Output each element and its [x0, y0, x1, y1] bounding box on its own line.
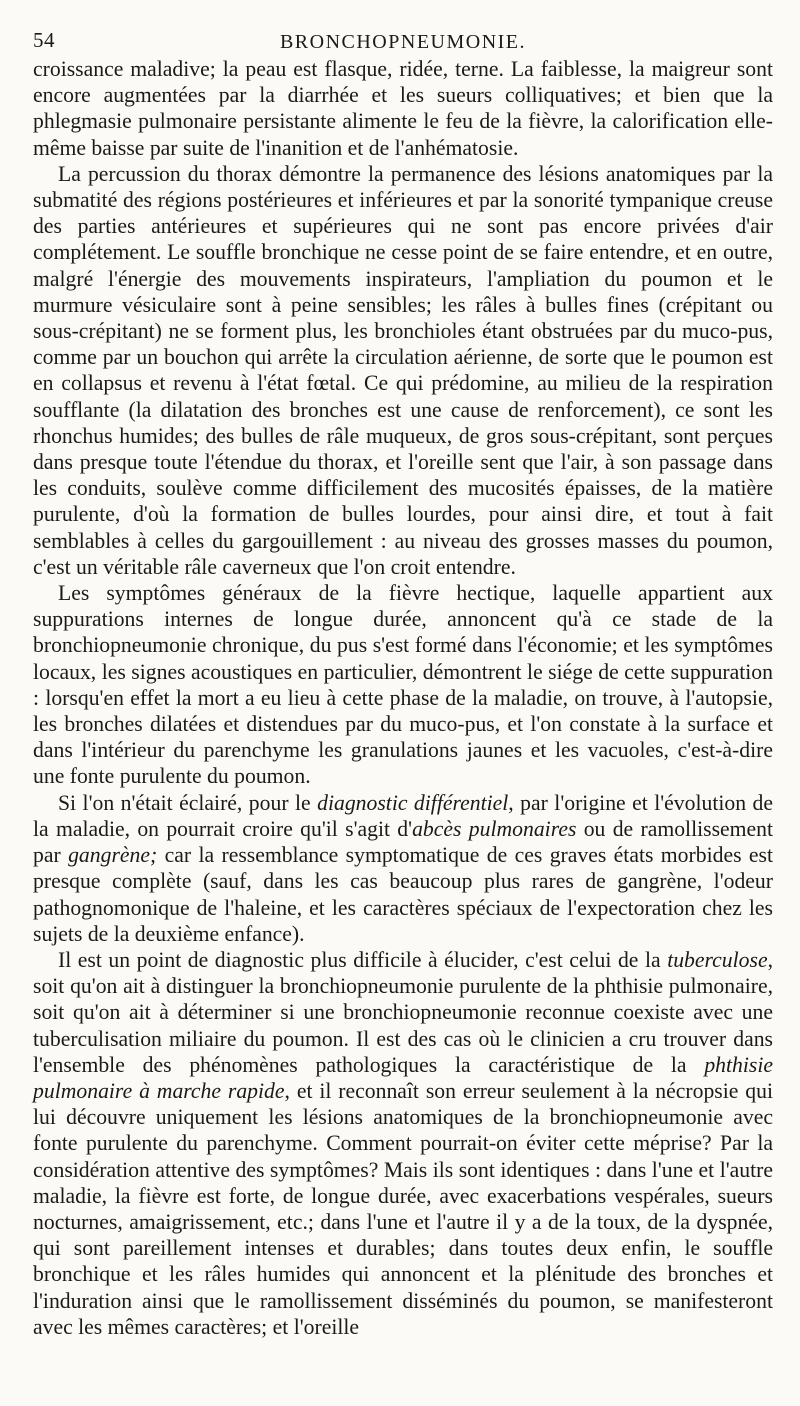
paragraph [33, 947, 773, 1340]
paragraph [33, 161, 773, 580]
text-run: , par l'origine et l'évolution de la maladie, on pourrait croire qu'il s'agit d' [33, 790, 773, 841]
paragraph [33, 580, 773, 790]
text-run: Si l'on n'était éclairé, pour le [58, 790, 318, 815]
italic-term: abcès pulmonaires [412, 816, 577, 841]
italic-term: tuberculose [667, 947, 768, 972]
paragraph [33, 790, 773, 947]
text-run: La percussion du thorax démontre la permanence des lésions anatomiques par la submatité des régions postérieures et inférieures et par la sonorité tympanique creuse des parties antérieures et supérieures qui ne sont pas encore privées d'air complétement. Le souffle bronchique ne cesse point de se faire entendre, et en outre, malgré l'énergie des mouvements inspirateurs, l'ampliation du poumon et le murmure vésiculaire sont à peine sensibles; les râles à bulles fines (crépitant ou sous-crépitant) ne se forment plus, les bronchioles étant obstruées par du muco-pus, comme par un bouchon qui arrête la circulation aérienne, de sorte que le poumon est en collapsus et revenu à l'état fœtal. Ce qui prédomine, au milieu de la respiration soufflante (la dilatation des bronches est une cause de renforcement), ce sont les rhonchus humides; des bulles de râle muqueux, de gros sous-crépitant, sont perçues dans presque toute l'étendue du thorax, et l'oreille sent que l'air, à son passage dans les conduits, soulève comme difficilement des mucosités épaisses, de la matière purulente, d'où la formation de bulles lourdes, pour ainsi dire, et tout à fait semblables à celles du gargouillement : au niveau des grosses masses du poumon, c'est un véritable râle caverneux que l'on croit entendre. [33, 161, 773, 579]
page-number: 54 [33, 28, 55, 52]
italic-term: phthisie pulmonaire à marche rapide [33, 1052, 773, 1103]
italic-term: gangrène; [68, 843, 158, 868]
page-header [33, 0, 773, 56]
text-run: car la ressemblance symptomatique de ces graves états morbides est presque complète (sauf, dans les cas beaucoup plus rares de gangrène, l'odeur pathognomonique de l'haleine, et les caractères spéciaux de l'expectoration chez les sujets de la deuxième enfance). [33, 843, 773, 946]
text-run: Les symptômes généraux de la fièvre hectique, laquelle appartient aux suppurations internes de longue durée, annoncent qu'à ce stade de la bronchiopneumonie chronique, du pus s'est formé dans l'économie; et les symptômes locaux, les signes acoustiques en particulier, démontrent le siége de cette suppuration : lorsqu'en effet la mort a eu lieu à cette phase de la maladie, on trouve, à l'autopsie, les bronches dilatées et distendues par du muco-pus, et l'on constate à la surface et dans l'intérieur du parenchyme les granulations jaunes et les vacuoles, c'est-à-dire une fonte purulente du poumon. [33, 581, 773, 789]
text-run: croissance maladive; la peau est flasque, ridée, terne. La faiblesse, la maigreur sont encore augmentées par la diarrhée et les sueurs colliquatives; et bien que la phlegmasie pulmonaire persistante alimente le feu de la fièvre, la calorification elle-même baisse par suite de l'inanition et de l'anhématosie. [33, 57, 773, 160]
italic-term: diagnostic différentiel [317, 790, 509, 815]
text-run: , soit qu'on ait à distinguer la bronchiopneumonie purulente de la phthisie pulmonaire, soit qu'on ait à déterminer si une bronchiopneumonie reconnue coexiste avec une tuberculisation miliaire du poumon. Il est des cas où le clinicien a cru trouver dans l'ensemble des phénomènes pathologiques la caractéristique de la [33, 947, 773, 1077]
body-text [33, 56, 773, 1340]
text-run: Il est un point de diagnostic plus difficile à élucider, c'est celui de la [58, 947, 668, 972]
text-run: ou de ramollissement par [33, 816, 774, 868]
paragraph [33, 56, 773, 161]
text-run: , et il reconnaît son erreur seulement à la nécropsie qui lui découvre uniquement les lésions anatomiques de la bronchiopneumonie avec fonte purulente du parenchyme. Comment pourrait-on éviter cette méprise? Par la considération attentive des symptômes? Mais ils sont identiques : dans l'une et l'autre maladie, la fièvre est forte, de longue durée, avec exacerbations vespérales, sueurs nocturnes, amaigrissement, etc.; dans l'une et l'autre il y a de la toux, de la dyspnée, qui sont pareillement intenses et durables; dans toutes deux enfin, le souffle bronchique et les râles humides qui annoncent et la plénitude des bronches et l'induration ainsi que le ramollissement disséminés du poumon, se manifesteront avec les mêmes caractères; et l'oreille [33, 1078, 773, 1339]
running-title: BRONCHOPNEUMONIE. [279, 31, 527, 53]
